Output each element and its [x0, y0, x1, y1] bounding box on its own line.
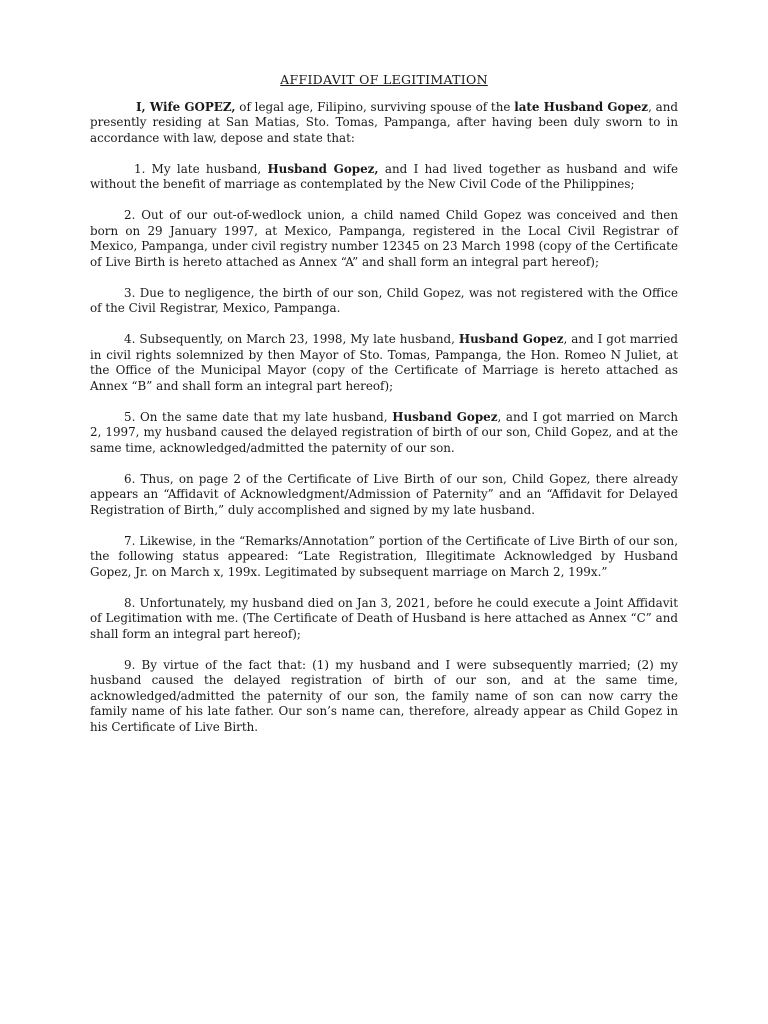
p1-text-a: 1. My late husband, [134, 161, 268, 176]
paragraph-1 [90, 162, 678, 193]
paragraph-9: 9. By virtue of the fact that: (1) my husband and I were subsequently married; (2) my husband caused the delayed registration of birth of our son, and at the same time, acknowledged/admitted the paternity of our son, the family name of son can now carry the family name of his late father. Our son’s name can, therefore, already appear as Child Gopez in his Certificate of Live Birth. [90, 657, 678, 734]
document-title: AFFIDAVIT OF LEGITIMATION [280, 72, 488, 87]
p1-husband-name: Husband Gopez, [267, 161, 379, 176]
paragraph-3: 3. Due to negligence, the birth of our son, Child Gopez, was not registered with the Office of the Civil Registrar, Mexico, Pampanga. [90, 285, 678, 315]
affiant-name: I, Wife GOPEZ, [136, 99, 236, 114]
intro-paragraph [90, 100, 678, 147]
p5-text-a: 5. On the same date that my late husband, [124, 409, 393, 424]
p5-text-c: , and I got married on March 2, 1997, my husband caused the delayed registration of birth of our son, Child Gopez, and at the same time, acknowledged/admitted the paternity of our son. [90, 409, 678, 455]
p4-husband-name: Husband Gopez [458, 332, 564, 346]
intro-text-1: of legal age, Filipino, surviving spouse of the [235, 99, 515, 114]
paragraph-8: 8. Unfortunately, my husband died on Jan 3, 2021, before he could execute a Joint Affidavit of Legitimation with me. (The Certificate of Death of Husband is here attached as Annex “C” and shall form an integral part hereof); [90, 595, 678, 641]
p1-text-c: and I had lived together as husband and wife without the benefit of marriage as contemplated by the New Civil Code of the Philippines; [90, 161, 678, 191]
paragraph-4 [90, 332, 678, 394]
intro-text-2: , and presently residing at San Matias, Sto. Tomas, Pampanga, after having been duly sworn to in accordance with law, depose and state that: [90, 99, 678, 145]
deceased-name: late Husband Gopez [514, 99, 649, 114]
p5-husband-name: Husband Gopez [392, 409, 498, 424]
document-page [90, 72, 678, 751]
paragraph-2: 2. Out of our out-of-wedlock union, a child named Child Gopez was conceived and then born on 29 January 1997, at Mexico, Pampanga, registered in the Local Civil Registrar of Mexico, Pampanga, under civil registry number 12345 on 23 March 1998 (copy of the Certificate of Live Birth is hereto attached as Annex “A” and shall form an integral part hereof); [90, 208, 678, 269]
paragraph-6: 6. Thus, on page 2 of the Certificate of Live Birth of our son, Child Gopez, there already appears an “Affidavit of Acknowledgment/Admission of Paternity” and an “Affidavit for Delayed Registration of Birth,” duly accomplished and signed by my late husband. [90, 471, 678, 517]
p4-text-c: , and I got married in civil rights solemnized by then Mayor of Sto. Tomas, Pampanga, the Hon. Romeo N Juliet, at the Office of the Municipal Mayor (copy of the Certificate of Marriage is hereto attached as Annex “B” and shall form an integral part hereof); [90, 332, 678, 393]
paragraph-7: 7. Likewise, in the “Remarks/Annotation” portion of the Certificate of Live Birth of our son, the following status appeared: “Late Registration, Illegitimate Acknowledged by Husband Gopez, Jr. on March x, 199x. Legitimated by subsequent marriage on March 2, 199x.” [90, 533, 678, 579]
p4-text-a: 4. Subsequently, on March 23, 1998, My late husband, [124, 332, 459, 346]
paragraph-5 [90, 410, 678, 457]
